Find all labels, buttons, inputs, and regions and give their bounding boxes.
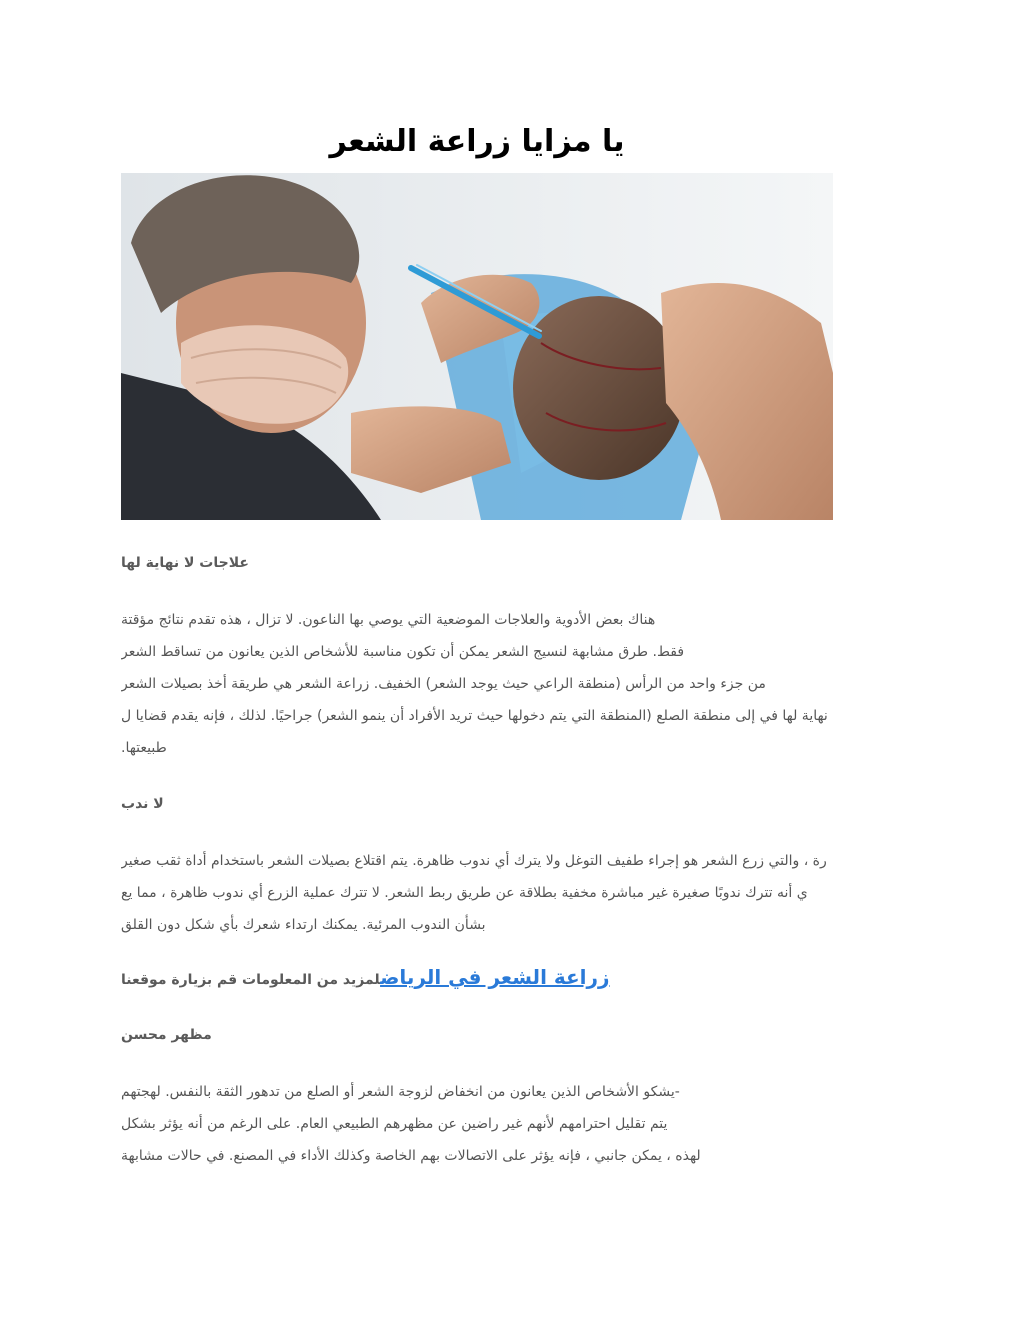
hair-transplant-photo-icon <box>121 173 833 520</box>
paragraph-line: من جزء واحد من الرأس (منطقة الراعي حيث يوجد الشعر) الخفيف. زراعة الشعر هي طريقة أخذ بصيلات الشعر <box>121 676 766 692</box>
section-heading-endless-treatments: علاجات لا نهاية لها <box>121 555 249 571</box>
more-info-text: لمزيد من المعلومات قم بزيارة موقعنا <box>121 972 381 988</box>
paragraph-line: طبيعتها. <box>121 740 167 756</box>
paragraph-line: رة ، والتي زرع الشعر هو إجراء طفيف التوغل ولا يترك أي ندوب ظاهرة. يتم اقتلاع بصيلات الشعر باستخدام أداة ثقب صغير <box>121 853 827 869</box>
paragraph-line: يتم تقليل احترامهم لأنهم غير راضين عن مظهرهم الطبيعي العام. على الرغم من أنه يؤثر بشكل <box>121 1116 668 1132</box>
more-info-line <box>121 962 881 995</box>
section-paragraph-improved-appearance <box>121 1076 891 1172</box>
paragraph-line: بشأن الندوب المرئية. يمكنك ارتداء شعرك بأي شكل دون القلق <box>121 917 486 933</box>
paragraph-line: فقط. طرق مشابهة لنسيج الشعر يمكن أن تكون مناسبة للأشخاص الذين يعانون من تساقط الشعر <box>121 644 685 660</box>
section-heading-no-scars: لا ندب <box>121 796 164 812</box>
paragraph-line: هناك بعض الأدوية والعلاجات الموضعية التي يوصي بها الناعون. لا تزال ، هذه تقدم نتائج مؤقتة <box>121 612 656 628</box>
section-heading-improved-appearance: مظهر محسن <box>121 1027 212 1043</box>
paragraph-line: -يشكو الأشخاص الذين يعانون من انخفاض لزوجة الشعر أو الصلع من تدهور الثقة بالنفس. لهجتهم <box>121 1084 680 1100</box>
section-paragraph-no-scars <box>121 845 891 941</box>
page-title: يا مزايا زراعة الشعر <box>329 124 625 159</box>
section-paragraph-endless-treatments <box>121 604 891 764</box>
hero-image <box>121 173 833 520</box>
paragraph-line: نهاية لها في إلى منطقة الصلع (المنطقة التي يتم دخولها حيث تريد الأفراد أن ينمو الشعر) جراحيًا. لذلك ، فإنه يقدم قضايا ل <box>121 708 828 724</box>
paragraph-line: لهذه ، يمكن جانبي ، فإنه يؤثر على الاتصالات بهم الخاصة وكذلك الأداء في المصنع. في حالات مشابهة <box>121 1148 701 1164</box>
hair-transplant-riyadh-link[interactable]: زراعة الشعر في الرياض <box>380 965 610 989</box>
paragraph-line: ي أنه تترك ندوبًا صغيرة غير مباشرة مخفية بطلاقة عن طريق ربط الشعر. لا تترك عملية الزرع أي ندوب ظاهرة ، مما يع <box>121 885 808 901</box>
